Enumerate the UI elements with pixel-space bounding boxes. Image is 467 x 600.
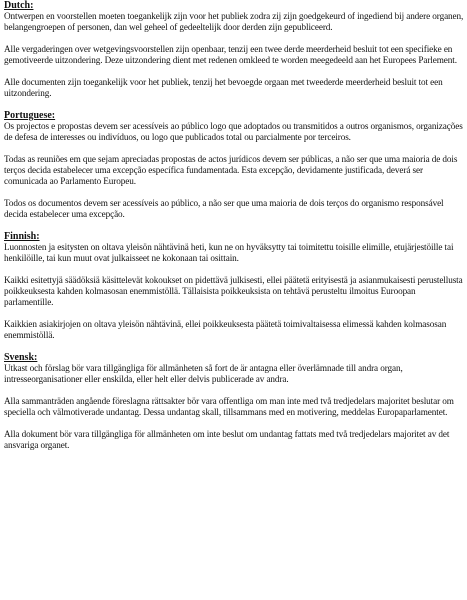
- paragraph: Kaikki esitettyjä säädöksiä käsittelevät kokoukset on pidettävä julkisesti, ellei päätetä erityisestä ja asianmukaisesti perustellusta poikkeuksesta kahden kolmasosan enemmistöllä. Tällaisista poikkeuksista on tehtävä perusteltu ilmoitus Euroopan parlamentille.: [4, 275, 463, 307]
- paragraph: Kaikkien asiakirjojen on oltava yleisön nähtävinä, ellei poikkeuksesta päätetä toimivaltaisessa elimessä kahden kolmasosan enemmistöllä.: [4, 319, 447, 340]
- paragraph: Alla sammanträden angående föreslagna rättsakter bör vara offentliga om man inte med två tredjedelars majoritet beslutar om speciella och välmotiverade undantag. Dessa undantag skall, tillsammans med en motivering, meddelas Europaparlamentet.: [4, 396, 454, 417]
- section-heading-portuguese: Portuguese:: [4, 110, 56, 121]
- section-heading-finnish: Finnish:: [4, 231, 40, 242]
- section-heading-dutch: Dutch:: [4, 0, 34, 11]
- section-dutch: [4, 0, 464, 99]
- paragraph: Alla dokument bör vara tillgängliga för allmänheten om inte beslut om undantag fattats med två tredjedelars majoritet av det ansvariga organet.: [4, 429, 450, 450]
- paragraph: Alle documenten zijn toegankelijk voor het publiek, tenzij het bevoegde orgaan met tweederde meerderheid besluit tot een uitzondering.: [4, 77, 443, 98]
- section-heading-swedish: Svensk:: [4, 352, 38, 363]
- section-swedish: [4, 352, 464, 451]
- paragraph: Todos os documentos devem ser acessíveis ao público, a não ser que uma maioria de dois terços do organismo responsável decida estabelecer uma excepção.: [4, 198, 444, 219]
- section-finnish: [4, 231, 464, 341]
- document-page: [4, 0, 464, 462]
- paragraph: Os projectos e propostas devem ser acessíveis ao público logo que adoptados ou transmitidos a outros organismos, organizações de defesa de interesses ou indivíduos, ou logo que publicados total ou parcialmente por terceiros.: [4, 121, 463, 142]
- paragraph: Ontwerpen en voorstellen moeten toegankelijk zijn voor het publiek zodra zij zijn goedgekeurd of ingediend bij andere organen, belangengroepen of personen, dan wel geheel of gedeeltelijk door derden zijn gepubliceerd.: [4, 11, 464, 32]
- paragraph: Alle vergaderingen over wetgevingsvoorstellen zijn openbaar, tenzij een twee derde meerderheid besluit tot een specifieke en gemotiveerde uitzondering. Deze uitzondering dient met redenen omkleed te worden meegedeeld aan het Europees Parlement.: [4, 44, 457, 65]
- paragraph: Utkast och förslag bör vara tillgängliga för allmänheten så fort de är antagna eller överlämnade till andra organ, intresseorganisationer eller enskilda, eller helt eller delvis publicerade av andra.: [4, 363, 403, 384]
- section-portuguese: [4, 110, 464, 220]
- paragraph: Luonnosten ja esitysten on oltava yleisön nähtävinä heti, kun ne on hyväksytty tai toimitettu toisille elimille, etujärjestöille tai henkilöille, tai kun muut ovat julkaisseet ne kokonaan tai osittain.: [4, 242, 454, 263]
- paragraph: Todas as reuniões em que sejam apreciadas propostas de actos jurídicos devem ser públicas, a não ser que uma maioria de dois terços decida estabelecer uma excepção específica fundamentada. Esta excepção, devidamente justificada, deverá ser comunicada ao Parlamento Europeu.: [4, 154, 458, 186]
